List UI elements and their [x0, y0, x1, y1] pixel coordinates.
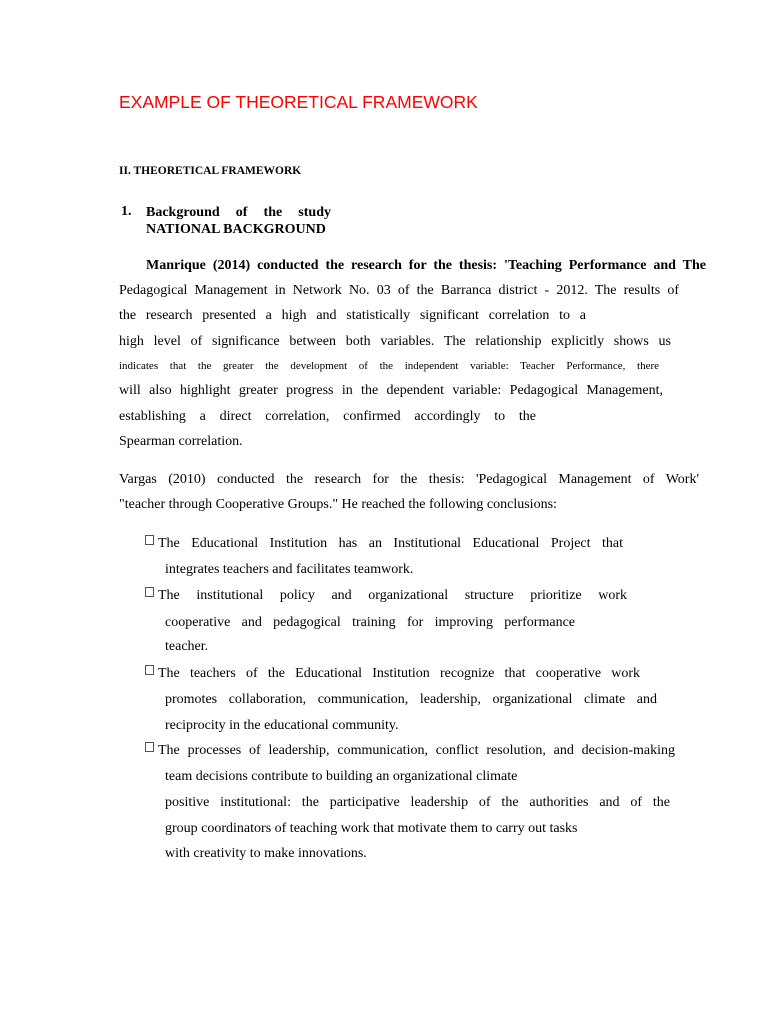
paragraph-line: Manrique (2014) conducted the research for the thesis: 'Teaching Performance and The: [146, 258, 706, 273]
section-heading: II. THEORETICAL FRAMEWORK: [119, 165, 302, 177]
list-item-number: 1.: [121, 204, 132, 219]
list-item-title-word: the: [263, 205, 283, 220]
bullet-text: positive institutional: the participative leadership of the authorities and of the: [165, 795, 670, 810]
paragraph-line: high level of significance between both variables. The relationship explicitly shows us: [119, 334, 671, 349]
paragraph-line: Vargas (2010) conducted the research for the thesis: 'Pedagogical Management of Work': [119, 472, 699, 487]
list-item-title-word: study: [298, 205, 331, 220]
bullet-text: The processes of leadership, communication, conflict resolution, and decision-making: [158, 743, 675, 758]
list-item-heading: [146, 204, 331, 238]
paragraph-line: indicates that the greater the development of the independent variable: Teacher Performance, there: [119, 360, 659, 372]
list-item-title-word: of: [235, 205, 248, 220]
page-title: EXAMPLE OF THEORETICAL FRAMEWORK: [119, 92, 478, 112]
checkbox-bullet-icon: [145, 587, 154, 597]
bullet-text: cooperative and pedagogical training for improving performance: [165, 615, 575, 630]
list-item-subheading: NATIONAL BACKGROUND: [146, 222, 326, 237]
paragraph-line: "teacher through Cooperative Groups." He reached the following conclusions:: [119, 497, 557, 512]
checkbox-bullet-icon: [145, 665, 154, 675]
bullet-item: [145, 742, 675, 760]
bullet-text: group coordinators of teaching work that motivate them to carry out tasks: [165, 821, 578, 836]
paragraph-line: Pedagogical Management in Network No. 03 of the Barranca district - 2012. The results of: [119, 283, 679, 298]
bullet-text: teacher.: [165, 639, 209, 654]
checkbox-bullet-icon: [145, 742, 154, 752]
bullet-text: The Educational Institution has an Institutional Educational Project that: [158, 536, 623, 551]
bullet-item: [145, 665, 640, 683]
list-item-title: [146, 204, 331, 221]
paragraph-line: the research presented a high and statistically significant correlation to a: [119, 308, 586, 323]
paragraph-line: establishing a direct correlation, confirmed accordingly to the: [119, 409, 536, 424]
bullet-item: [145, 587, 627, 605]
bullet-text: integrates teachers and facilitates teamwork.: [165, 562, 414, 577]
bullet-text: reciprocity in the educational community.: [165, 718, 399, 733]
bullet-text: with creativity to make innovations.: [165, 846, 367, 861]
list-item-title-word: Background: [146, 205, 220, 220]
checkbox-bullet-icon: [145, 535, 154, 545]
bullet-item: [145, 535, 623, 553]
bullet-text: promotes collaboration, communication, leadership, organizational climate and: [165, 692, 657, 707]
bullet-text: team decisions contribute to building an organizational climate: [165, 769, 518, 784]
bullet-text: The teachers of the Educational Institution recognize that cooperative work: [158, 666, 640, 681]
paragraph-line: Spearman correlation.: [119, 434, 243, 449]
bullet-text: The institutional policy and organizational structure prioritize work: [158, 588, 627, 603]
paragraph-line: will also highlight greater progress in the dependent variable: Pedagogical Management,: [119, 383, 663, 398]
